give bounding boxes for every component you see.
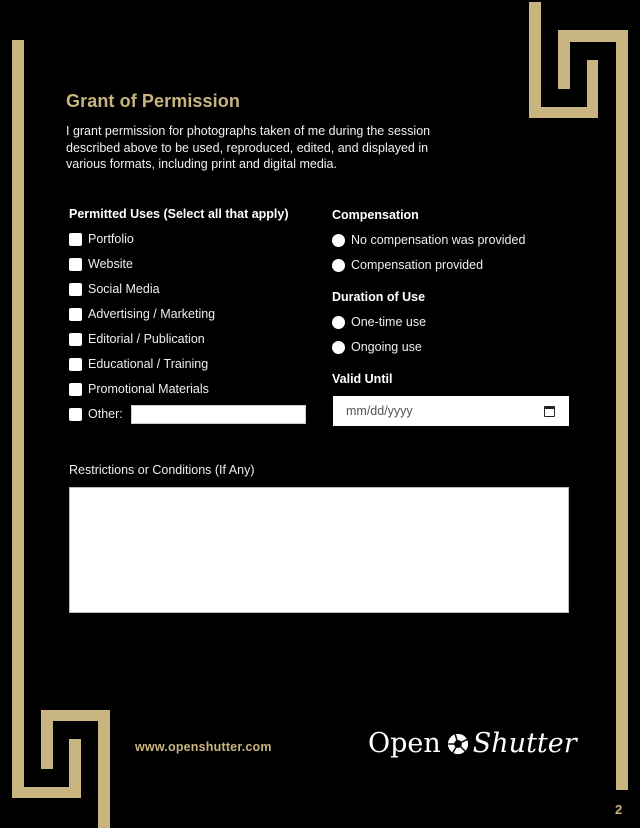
valid-until-date-input[interactable] <box>333 396 569 426</box>
checkbox-label: Advertising / Marketing <box>88 307 216 321</box>
checkbox-educational-training[interactable] <box>69 356 208 372</box>
radio-circle[interactable] <box>332 341 345 354</box>
open-shutter-logo <box>368 728 577 759</box>
checkbox-advertising-marketing[interactable] <box>69 306 215 322</box>
meander-tr-inner-vert <box>587 60 598 118</box>
checkbox-box[interactable] <box>69 358 82 371</box>
frame-left-bar <box>12 40 24 798</box>
meander-bl-right-vert <box>98 710 110 828</box>
meander-tr-outer-vert <box>529 2 541 118</box>
checkbox-box[interactable] <box>69 258 82 271</box>
checkbox-box[interactable] <box>69 308 82 321</box>
restrictions-textarea[interactable] <box>69 487 569 613</box>
radio-circle[interactable] <box>332 234 345 247</box>
checkbox-editorial-publication[interactable] <box>69 331 205 347</box>
section-title: Grant of Permission <box>66 91 240 111</box>
compensation-heading: Compensation <box>332 208 419 222</box>
logo-text-open: Open <box>368 728 441 759</box>
radio-label: Ongoing use <box>351 340 422 354</box>
frame-right-bar <box>616 30 628 790</box>
checkbox-social-media[interactable] <box>69 281 160 297</box>
radio-label: Compensation provided <box>351 258 484 272</box>
calendar-icon[interactable] <box>544 406 555 417</box>
restrictions-label: Restrictions or Conditions (If Any) <box>69 463 255 477</box>
checkbox-label: Other: <box>88 407 123 421</box>
checkbox-label: Editorial / Publication <box>88 332 205 346</box>
checkbox-label: Promotional Materials <box>88 382 209 396</box>
radio-circle[interactable] <box>332 316 345 329</box>
radio-label: No compensation was provided <box>351 233 526 247</box>
page-number: 2 <box>615 802 623 817</box>
checkbox-label: Website <box>88 257 133 271</box>
meander-bl-inner-vert <box>69 739 81 798</box>
checkbox-label: Social Media <box>88 282 160 296</box>
intro-paragraph: I grant permission for photographs taken of me during the session described above to be used, reproduced, edited, and displayed in various formats, including print and digital media. <box>66 124 431 171</box>
permitted-uses-heading: Permitted Uses (Select all that apply) <box>69 207 289 221</box>
checkbox-box[interactable] <box>69 283 82 296</box>
radio-label: One-time use <box>351 315 427 329</box>
checkbox-portfolio[interactable] <box>69 231 134 247</box>
date-placeholder: mm/dd/yyyy <box>346 404 413 418</box>
checkbox-box[interactable] <box>69 233 82 246</box>
valid-until-heading: Valid Until <box>332 372 393 386</box>
radio-ongoing-use[interactable] <box>332 339 422 355</box>
radio-no-compensation[interactable] <box>332 232 525 248</box>
radio-one-time-use[interactable] <box>332 314 426 330</box>
checkbox-website[interactable] <box>69 256 133 272</box>
radio-compensation-provided[interactable] <box>332 257 483 273</box>
duration-heading: Duration of Use <box>332 290 426 304</box>
radio-circle[interactable] <box>332 259 345 272</box>
logo-text-shutter: Shutter <box>472 728 577 759</box>
checkbox-label: Educational / Training <box>88 357 209 371</box>
checkbox-box[interactable] <box>69 333 82 346</box>
checkbox-box[interactable] <box>69 408 82 421</box>
aperture-icon <box>447 733 469 755</box>
meander-bl-left-vert <box>41 710 53 769</box>
website-url: www.openshutter.com <box>135 740 272 754</box>
checkbox-label: Portfolio <box>88 232 134 246</box>
checkbox-promotional-materials[interactable] <box>69 381 209 397</box>
meander-tr-left-vert <box>558 30 570 89</box>
checkbox-box[interactable] <box>69 383 82 396</box>
other-use-input[interactable] <box>131 405 306 424</box>
checkbox-other[interactable] <box>69 406 123 422</box>
